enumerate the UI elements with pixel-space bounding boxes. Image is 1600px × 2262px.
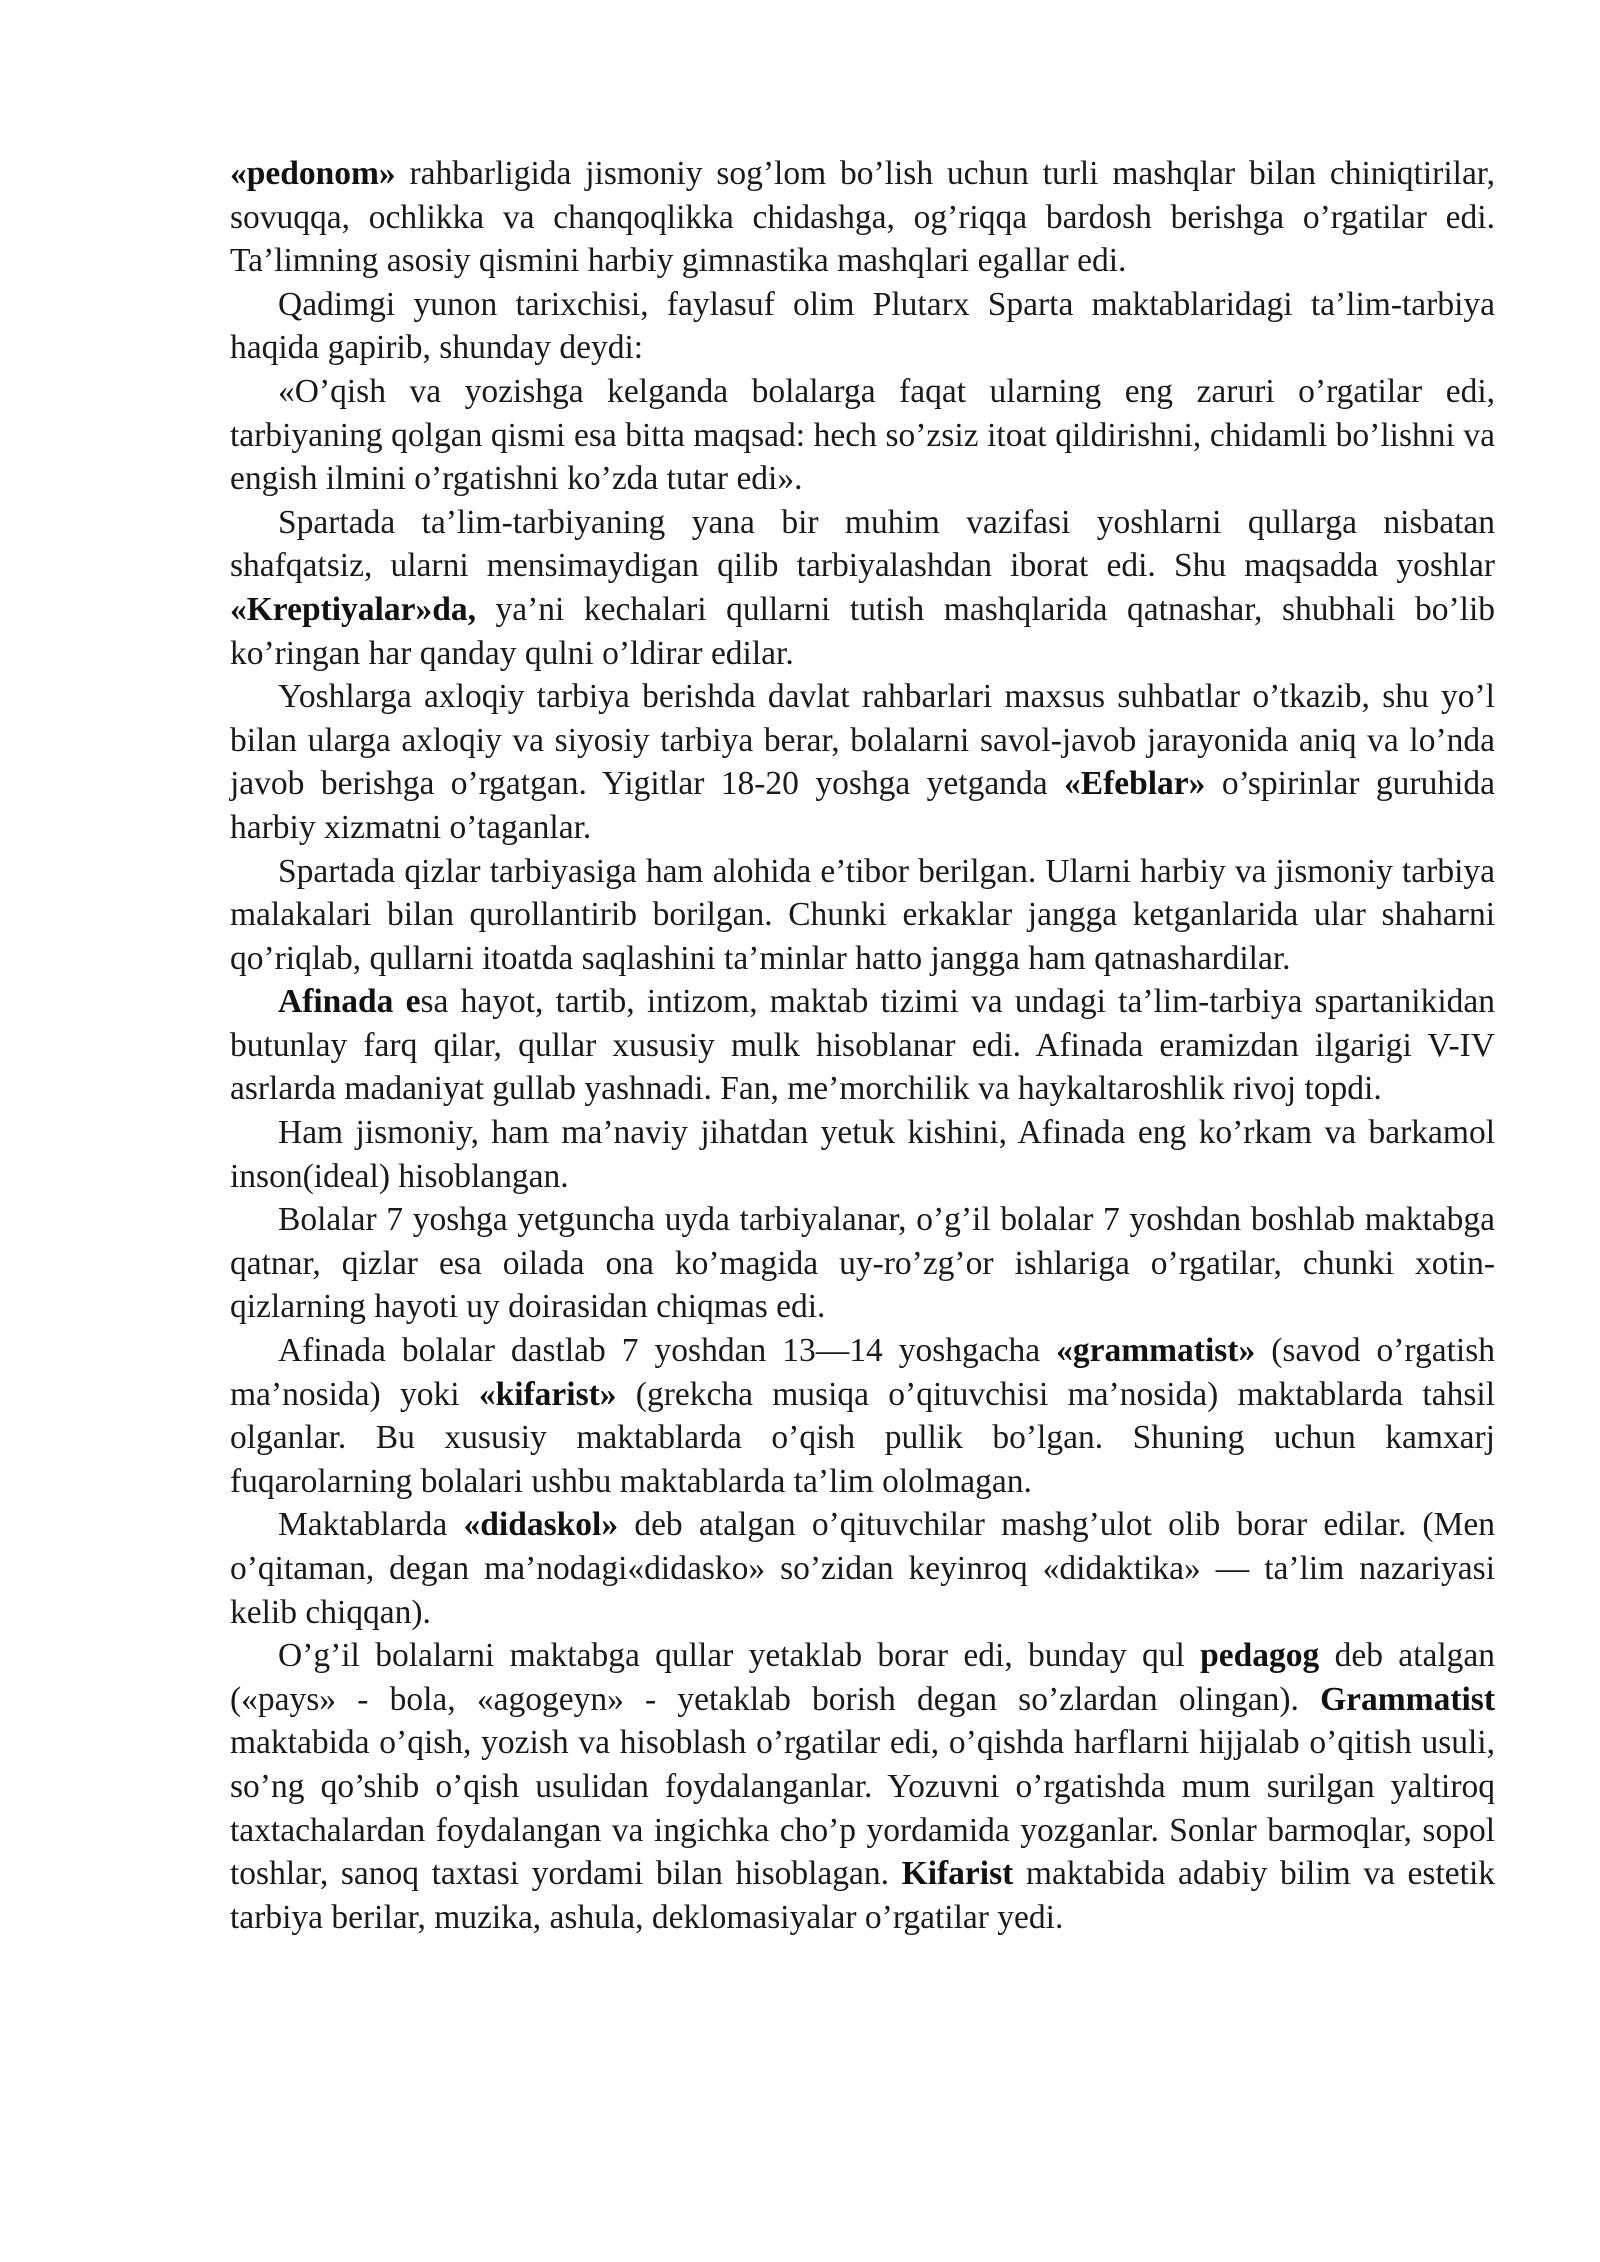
text-run: o’spirinlar guruhida harbiy xizmatni o’taganlar. [230,765,1495,846]
text-run: Yoshlarga axloqiy tarbiya berishda davlat rahbarlari maxsus suhbatlar o’tkazib, shu yo’l bilan ularga axloqiy va siyosiy tarbiya berar, bolalarni savol-javob jarayonida aniq va lo’nda javob berishga o’rgatgan. Yigitlar 18-20 yoshga yetganda [230,678,1495,803]
paragraph [230,1111,1495,1198]
text-run: «O’qish va yozishga kelganda bolalarga faqat ularning eng zaruri o’rgatilar edi, tarbiyaning qolgan qismi esa bitta maqsad: hech so’zsiz itoat qildirishni, chidamli bo’lishni va engish ilmini o’rgatishni ko’zda tutar edi». [230,372,1495,498]
paragraph [230,1329,1495,1503]
text-run: Afinada bolalar dastlab 7 yoshdan 13—14 yoshgacha [278,1332,1057,1370]
bold-term: Grammatist [1320,1680,1495,1718]
paragraph [230,283,1495,370]
text-run: ya’ni kechalari qullarni tutish mashqlarida qatnashar, shubhali bo’lib ko’ringan har qanday qulni o’ldirar edilar. [230,590,1495,672]
paragraph [230,980,1495,1111]
text-run: sa hayot, tartib, intizom, maktab tizimi va undagi ta’lim-tarbiya spartanikidan butunlay farq qilar, qullar xususiy mulk hisoblanar edi. Afinada eramizdan ilgarigi V-IV asrlarda madaniyat gullab yashnadi. Fan, me’morchilik va haykaltaroshlik rivoj topdi. [230,983,1495,1108]
paragraph [230,675,1495,849]
text-run: Spartada ta’lim-tarbiyaning yana bir muhim vazifasi yoshlarni qullarga nisbatan shafqatsiz, ularni mensimaydigan qilib tarbiyalashdan iborat edi. Shu maqsadda yoshlar [230,503,1495,585]
text-run: maktabida adabiy bilim va estetik tarbiya berilar, muzika, ashula, deklomasiyalar o’rgatilar yedi. [230,1855,1495,1936]
paragraph [230,501,1495,675]
text-run: (savod o’rgatish ma’nosida) yoki [230,1332,1495,1413]
document-page [230,152,1495,1939]
bold-term: «Efeblar» [1063,765,1206,803]
paragraph [230,1503,1495,1634]
paragraph [230,370,1495,501]
text-run: Spartada qizlar tarbiyasiga ham alohida e’tibor berilgan. Ularni harbiy va jismoniy tarbiya malakalari bilan qurollantirib borilgan. Chunki erkaklar jangga ketganlarida ular shaharni qo’riqlab, qullarni itoatda saqlashini ta’minlar hatto jangga ham qatnashardilar. [230,852,1495,977]
bold-term: «kifarist» [478,1375,617,1413]
text-run: O’g’il bolalarni maktabga qullar yetaklab borar edi, bunday qul [278,1637,1201,1675]
text-run: rahbarligida jismoniy sog’lom bo’lish uchun turli mashqlar bilan chiniqtirilar, sovuqqa, ochlikka va chanqoqlikka chidashga, og’riqqa bardosh berishga o’rgatilar edi. Ta’limning asosiy qismini harbiy gimnastika mashqlari egallar edi. [230,155,1495,280]
text-run: Ham jismoniy, ham ma’naviy jihatdan yetuk kishini, Afinada eng ko’rkam va barkamol inson(ideal) hisoblangan. [230,1114,1495,1195]
bold-term: «didaskol» [463,1506,619,1544]
text-run: Bolalar 7 yoshga yetguncha uyda tarbiyalanar, o’g’il bolalar 7 yoshdan boshlab maktabga qatnar, qizlar esa oilada ona ko’magida uy-ro’zg’or ishlariga o’rgatilar, chunki xotin-qizlarning hayoti uy doirasidan chiqmas edi. [230,1201,1495,1326]
paragraph [230,1634,1495,1939]
bold-term: «grammatist» [1056,1332,1256,1370]
text-run: Maktablarda [278,1506,464,1544]
text-run: (grekcha musiqa o’qituvchisi ma’nosida) maktablarda tahsil olganlar. Bu xususiy maktablarda o’qish pullik bo’lgan. Shuning uchun kamxarj fuqarolarning bolalari ushbu maktablarda ta’lim ololmagan. [230,1375,1495,1500]
paragraph [230,850,1495,981]
bold-term: Afinada e [278,983,421,1021]
bold-term: «Kreptiyalar»da, [230,590,476,628]
paragraph [230,152,1495,283]
text-run: deb atalgan («pays» - bola, «agogeyn» - yetaklab borish degan so’zlardan olingan). [230,1637,1495,1718]
bold-term: «pedonom» [230,155,396,192]
paragraph [230,1198,1495,1329]
text-run: Qadimgi yunon tarixchisi, faylasuf olim Plutarx Sparta maktablaridagi ta’lim-tarbiya haqida gapirib, shunday deydi: [230,285,1495,367]
bold-term: Kifarist [901,1855,1014,1893]
text-run: maktabida o’qish, yozish va hisoblash o’rgatilar edi, o’qishda harflarni hijjalab o’qitish usuli, so’ng qo’shib o’qish usulidan foydalanganlar. Yozuvni o’rgatishda mum surilgan yaltiroq taxtachalardan foydalangan va ingichka cho’p yordamida yozganlar. Sonlar barmoqlar, sopol toshlar, sanoq taxtasi yordami bilan hisoblagan. [230,1724,1495,1893]
bold-term: pedagog [1200,1637,1320,1675]
text-run: deb atalgan o’qituvchilar mashg’ulot olib borar edilar. (Men o’qitaman, degan ma’nodagi«didasko» so’zidan keyinroq «didaktika» — ta’lim nazariyasi kelib chiqqan). [230,1506,1495,1631]
